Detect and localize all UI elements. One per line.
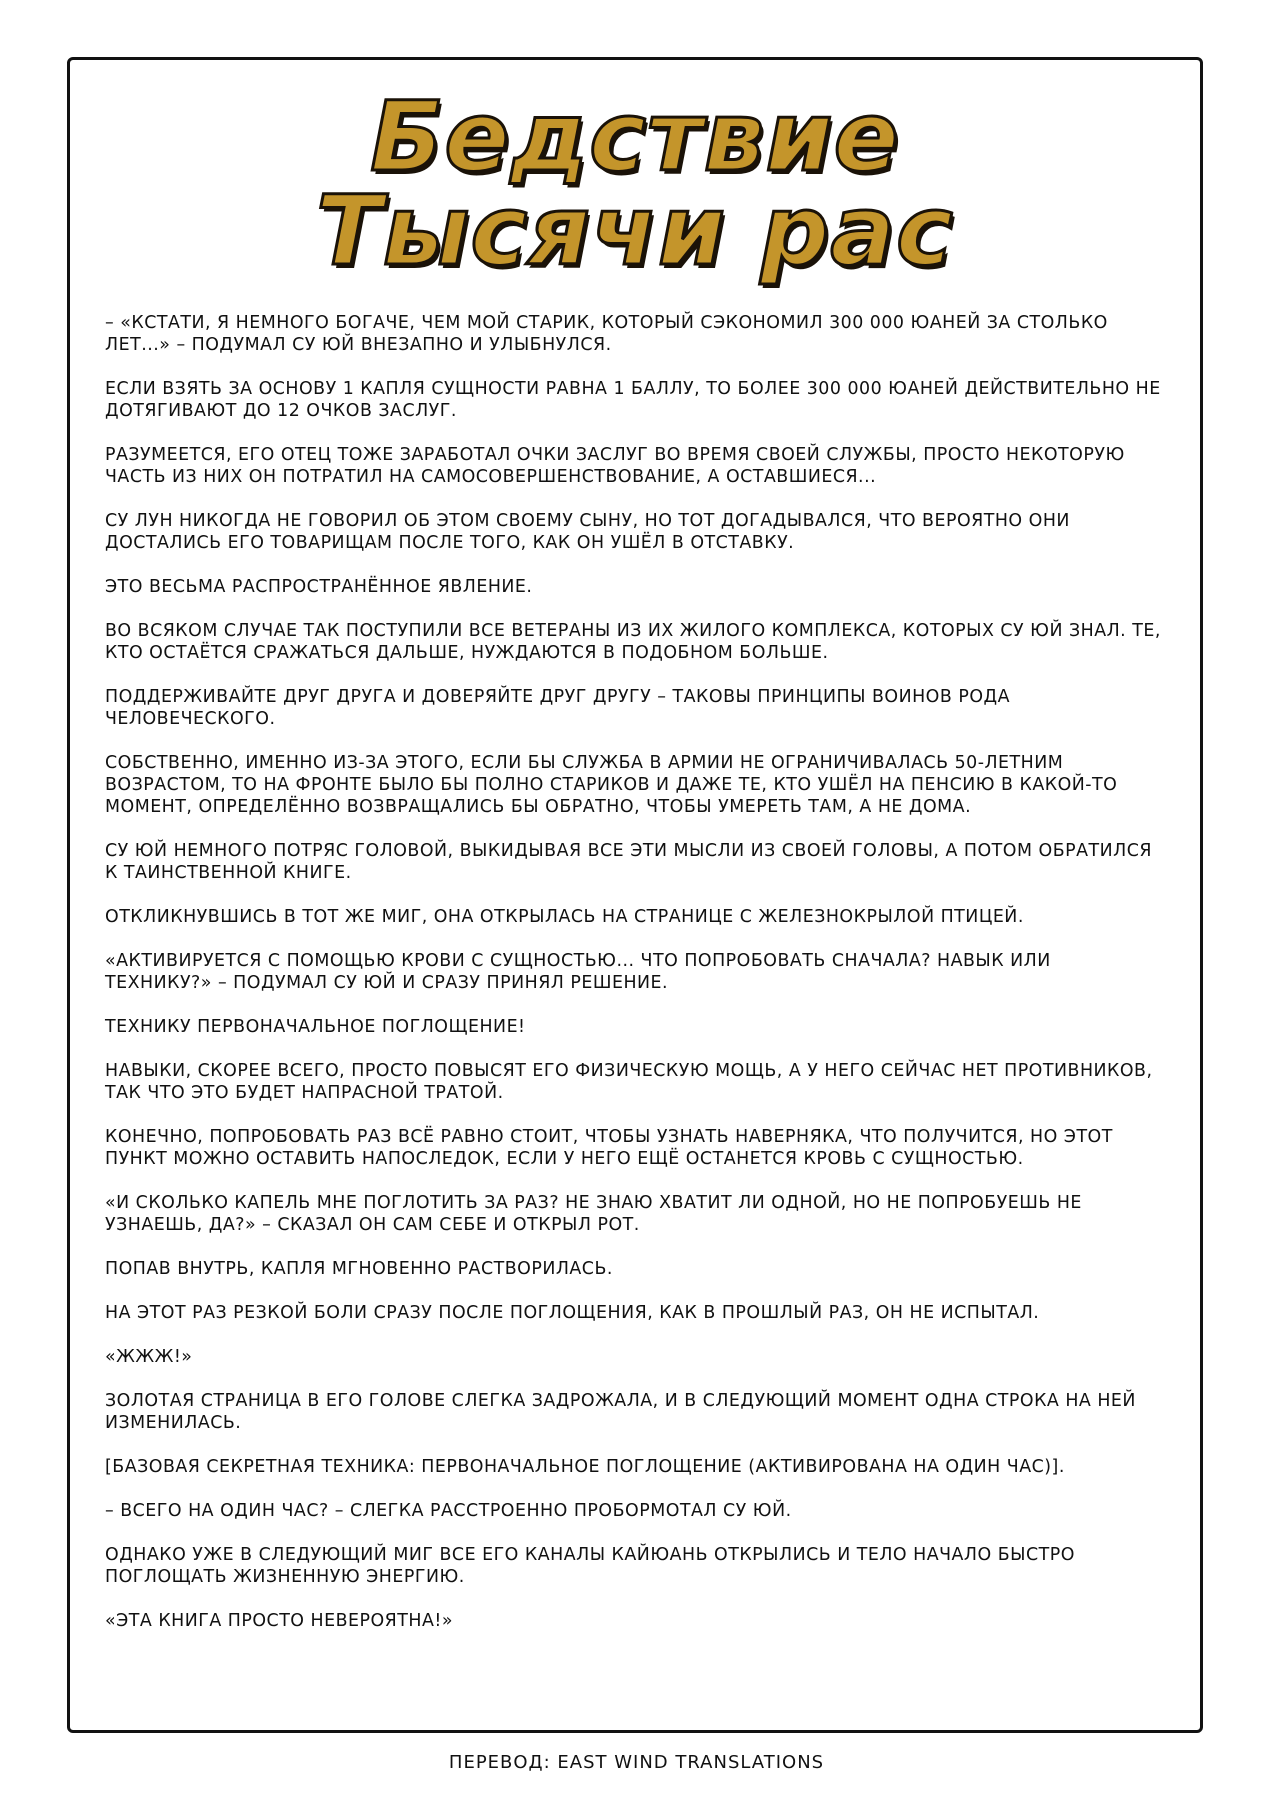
paragraph: ТЕХНИКУ ПЕРВОНАЧАЛЬНОЕ ПОГЛОЩЕНИЕ!: [105, 1017, 526, 1037]
paragraph: – ВСЕГО НА ОДИН ЧАС? – СЛЕГКА РАССТРОЕННО ПРОБОРМОТАЛ СУ ЮЙ.: [105, 1501, 792, 1521]
story-text: [105, 312, 1162, 1654]
paragraph: СУ ЛУН НИКОГДА НЕ ГОВОРИЛ ОБ ЭТОМ СВОЕМУ СЫНУ, НО ТОТ ДОГАДЫВАЛСЯ, ЧТО ВЕРОЯТНО ОНИ ДОСТАЛИСЬ ЕГО ТОВАРИЩАМ ПОСЛЕ ТОГО, КАК ОН УШЁЛ В ОТСТАВКУ.: [105, 511, 1070, 553]
paragraph: НА ЭТОТ РАЗ РЕЗКОЙ БОЛИ СРАЗУ ПОСЛЕ ПОГЛОЩЕНИЯ, КАК В ПРОШЛЫЙ РАЗ, ОН НЕ ИСПЫТАЛ.: [105, 1303, 1040, 1323]
paragraph: [БАЗОВАЯ СЕКРЕТНАЯ ТЕХНИКА: ПЕРВОНАЧАЛЬНОЕ ПОГЛОЩЕНИЕ (АКТИВИРОВАНА НА ОДИН ЧАС)].: [105, 1457, 1065, 1477]
paragraph: «И СКОЛЬКО КАПЕЛЬ МНЕ ПОГЛОТИТЬ ЗА РАЗ? НЕ ЗНАЮ ХВАТИТ ЛИ ОДНОЙ, НО НЕ ПОПРОБУЕШЬ НЕ УЗНАЕШЬ, ДА?» – СКАЗАЛ ОН САМ СЕБЕ И ОТКРЫЛ РОТ.: [105, 1193, 1082, 1235]
paragraph: СОБСТВЕННО, ИМЕННО ИЗ-ЗА ЭТОГО, ЕСЛИ БЫ СЛУЖБА В АРМИИ НЕ ОГРАНИЧИВАЛАСЬ 50-ЛЕТНИМ ВОЗРАСТОМ, ТО НА ФРОНТЕ БЫЛО БЫ ПОЛНО СТАРИКОВ И ДАЖЕ ТЕ, КТО УШЁЛ НА ПЕНСИЮ В КАКОЙ-ТО МОМЕНТ, ОПРЕДЕЛЁННО ВОЗВРАЩАЛИСЬ БЫ ОБРАТНО, ЧТОБЫ УМЕРЕТЬ ТАМ, А НЕ ДОМА.: [105, 753, 1118, 817]
paragraph: – «КСТАТИ, Я НЕМНОГО БОГАЧЕ, ЧЕМ МОЙ СТАРИК, КОТОРЫЙ СЭКОНОМИЛ 300 000 ЮАНЕЙ ЗА СТОЛЬКО ЛЕТ...» – ПОДУМАЛ СУ ЮЙ ВНЕЗАПНО И УЛЫБНУЛСЯ.: [105, 313, 1108, 355]
paragraph: СУ ЮЙ НЕМНОГО ПОТРЯС ГОЛОВОЙ, ВЫКИДЫВАЯ ВСЕ ЭТИ МЫСЛИ ИЗ СВОЕЙ ГОЛОВЫ, А ПОТОМ ОБРАТИЛСЯ К ТАИНСТВЕННОЙ КНИГЕ.: [105, 841, 1152, 883]
paragraph: ПОПАВ ВНУТРЬ, КАПЛЯ МГНОВЕННО РАСТВОРИЛАСЬ.: [105, 1259, 613, 1279]
paragraph: НАВЫКИ, СКОРЕЕ ВСЕГО, ПРОСТО ПОВЫСЯТ ЕГО ФИЗИЧЕСКУЮ МОЩЬ, А У НЕГО СЕЙЧАС НЕТ ПРОТИВНИКОВ, ТАК ЧТО ЭТО БУДЕТ НАПРАСНОЙ ТРАТОЙ.: [105, 1061, 1153, 1103]
translation-credit: ПЕРЕВОД: EAST WIND TRANSLATIONS: [448, 1752, 825, 1773]
paragraph: РАЗУМЕЕТСЯ, ЕГО ОТЕЦ ТОЖЕ ЗАРАБОТАЛ ОЧКИ ЗАСЛУГ ВО ВРЕМЯ СВОЕЙ СЛУЖБЫ, ПРОСТО НЕКОТОРУЮ ЧАСТЬ ИЗ НИХ ОН ПОТРАТИЛ НА САМОСОВЕРШЕНСТВОВАНИЕ, А ОСТАВШИЕСЯ...: [105, 445, 1125, 487]
paragraph: ПОДДЕРЖИВАЙТЕ ДРУГ ДРУГА И ДОВЕРЯЙТЕ ДРУГ ДРУГУ – ТАКОВЫ ПРИНЦИПЫ ВОИНОВ РОДА ЧЕЛОВЕЧЕСКОГО.: [105, 687, 1010, 729]
paragraph: «ЖЖЖ!»: [105, 1347, 193, 1367]
paragraph: ЕСЛИ ВЗЯТЬ ЗА ОСНОВУ 1 КАПЛЯ СУЩНОСТИ РАВНА 1 БАЛЛУ, ТО БОЛЕЕ 300 000 ЮАНЕЙ ДЕЙСТВИТЕЛЬНО НЕ ДОТЯГИВАЮТ ДО 12 ОЧКОВ ЗАСЛУГ.: [105, 379, 1161, 421]
paragraph: ВО ВСЯКОМ СЛУЧАЕ ТАК ПОСТУПИЛИ ВСЕ ВЕТЕРАНЫ ИЗ ИХ ЖИЛОГО КОМПЛЕКСА, КОТОРЫХ СУ ЮЙ ЗНАЛ. ТЕ, КТО ОСТАЁТСЯ СРАЖАТЬСЯ ДАЛЬШЕ, НУЖДАЮТСЯ В ПОДОБНОМ БОЛЬШЕ.: [105, 621, 1161, 663]
page-title: [70, 81, 1200, 287]
title-line-2: Тысячи рас: [316, 175, 954, 287]
title-line-1: Бедствие: [370, 81, 900, 193]
page-frame: [67, 57, 1203, 1733]
paragraph: «АКТИВИРУЕТСЯ С ПОМОЩЬЮ КРОВИ С СУЩНОСТЬЮ... ЧТО ПОПРОБОВАТЬ СНАЧАЛА? НАВЫК ИЛИ ТЕХНИКУ?» – ПОДУМАЛ СУ ЮЙ И СРАЗУ ПРИНЯЛ РЕШЕНИЕ.: [105, 951, 1051, 993]
paragraph: ЭТО ВЕСЬМА РАСПРОСТРАНЁННОЕ ЯВЛЕНИЕ.: [105, 577, 533, 597]
paragraph: ЗОЛОТАЯ СТРАНИЦА В ЕГО ГОЛОВЕ СЛЕГКА ЗАДРОЖАЛА, И В СЛЕДУЮЩИЙ МОМЕНТ ОДНА СТРОКА НА НЕЙ ИЗМЕНИЛАСЬ.: [105, 1391, 1136, 1433]
paragraph: ОТКЛИКНУВШИСЬ В ТОТ ЖЕ МИГ, ОНА ОТКРЫЛАСЬ НА СТРАНИЦЕ С ЖЕЛЕЗНОКРЫЛОЙ ПТИЦЕЙ.: [105, 907, 1024, 927]
paragraph: КОНЕЧНО, ПОПРОБОВАТЬ РАЗ ВСЁ РАВНО СТОИТ, ЧТОБЫ УЗНАТЬ НАВЕРНЯКА, ЧТО ПОЛУЧИТСЯ, НО ЭТОТ ПУНКТ МОЖНО ОСТАВИТЬ НАПОСЛЕДОК, ЕСЛИ У НЕГО ЕЩЁ ОСТАНЕТСЯ КРОВЬ С СУЩНОСТЬЮ.: [105, 1127, 1113, 1169]
paragraph: ОДНАКО УЖЕ В СЛЕДУЮЩИЙ МИГ ВСЕ ЕГО КАНАЛЫ КАЙЮАНЬ ОТКРЫЛИСЬ И ТЕЛО НАЧАЛО БЫСТРО ПОГЛОЩАТЬ ЖИЗНЕННУЮ ЭНЕРГИЮ.: [105, 1545, 1075, 1587]
paragraph: «ЭТА КНИГА ПРОСТО НЕВЕРОЯТНА!»: [105, 1611, 453, 1631]
